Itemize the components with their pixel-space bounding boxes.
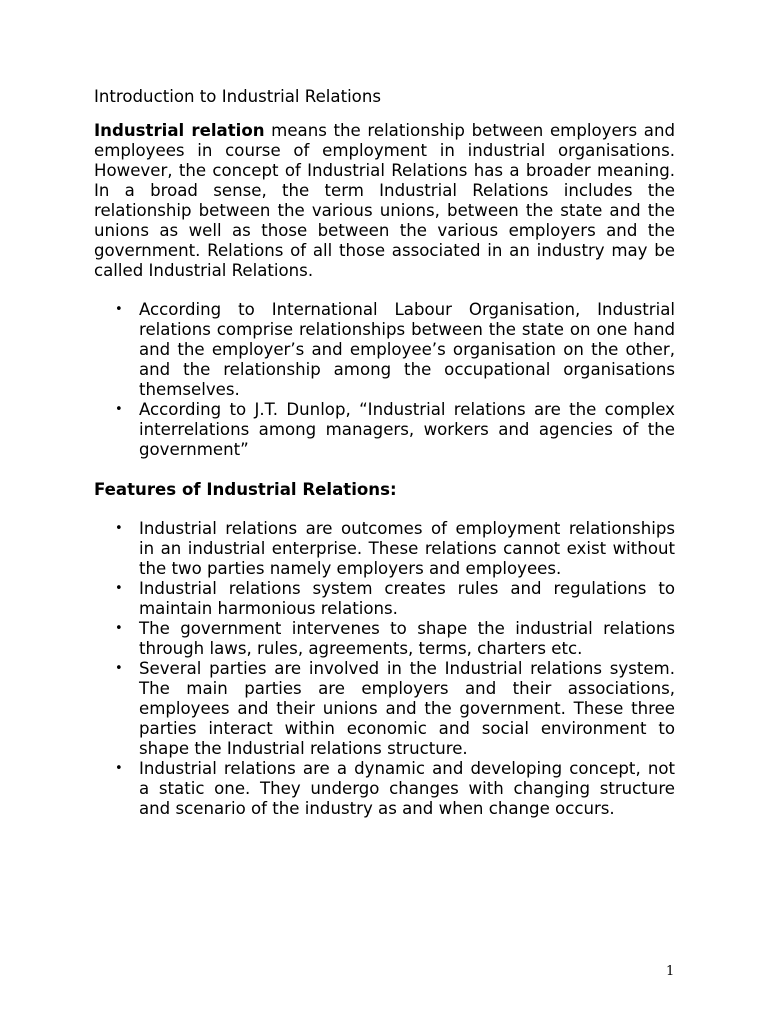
- document-title: Introduction to Industrial Relations: [94, 87, 381, 106]
- feature-item: [94, 619, 675, 659]
- feature-text: The government intervenes to shape the industrial relations through laws, rules, agreements, terms, charters etc.: [139, 619, 675, 658]
- definition-item: [94, 300, 675, 400]
- bullet-icon: •: [115, 521, 123, 536]
- feature-item: [94, 759, 675, 819]
- feature-item: [94, 579, 675, 619]
- features-list: [94, 519, 675, 819]
- feature-text: Industrial relations are outcomes of employment relationships in an industrial enterprise. These relations cannot exist without the two parties namely employers and employees.: [139, 519, 675, 578]
- bullet-icon: •: [115, 761, 123, 776]
- definition-list: [94, 300, 675, 460]
- bullet-icon: •: [115, 661, 123, 676]
- bullet-icon: •: [115, 621, 123, 636]
- feature-item: [94, 659, 675, 759]
- feature-text: Industrial relations system creates rules and regulations to maintain harmonious relations.: [139, 579, 675, 618]
- feature-text: Several parties are involved in the Industrial relations system. The main parties are employers and their associations, employees and their unions and the government. These three parties interact within economic and social environment to shape the Industrial relations structure.: [139, 659, 675, 758]
- definition-text: According to J.T. Dunlop, “Industrial relations are the complex interrelations among managers, workers and agencies of the government”: [139, 400, 675, 459]
- definition-item: [94, 400, 675, 460]
- page-number: 1: [666, 964, 675, 979]
- bullet-icon: •: [115, 402, 123, 417]
- intro-paragraph: [94, 121, 675, 281]
- feature-item: [94, 519, 675, 579]
- bullet-icon: •: [115, 302, 123, 317]
- definition-text: According to International Labour Organisation, Industrial relations comprise relationships between the state on one hand and the employer’s and employee’s organisation on the other, and the relationship among the occupational organisations themselves.: [139, 300, 675, 399]
- document-page: [94, 86, 675, 819]
- features-heading: Features of Industrial Relations:: [94, 480, 397, 499]
- intro-text: means the relationship between employers and employees in course of employment in industrial organisations. However, the concept of Industrial Relations has a broader meaning. In a broad sense, the term Industrial Relations includes the relationship between the various unions, between the state and the unions as well as those between the various employers and the government. Relations of all those associated in an industry may be called Industrial Relations.: [94, 121, 675, 280]
- bullet-icon: •: [115, 581, 123, 596]
- feature-text: Industrial relations are a dynamic and developing concept, not a static one. They undergo changes with changing structure and scenario of the industry as and when change occurs.: [139, 759, 675, 818]
- intro-lead-term: Industrial relation: [94, 121, 265, 140]
